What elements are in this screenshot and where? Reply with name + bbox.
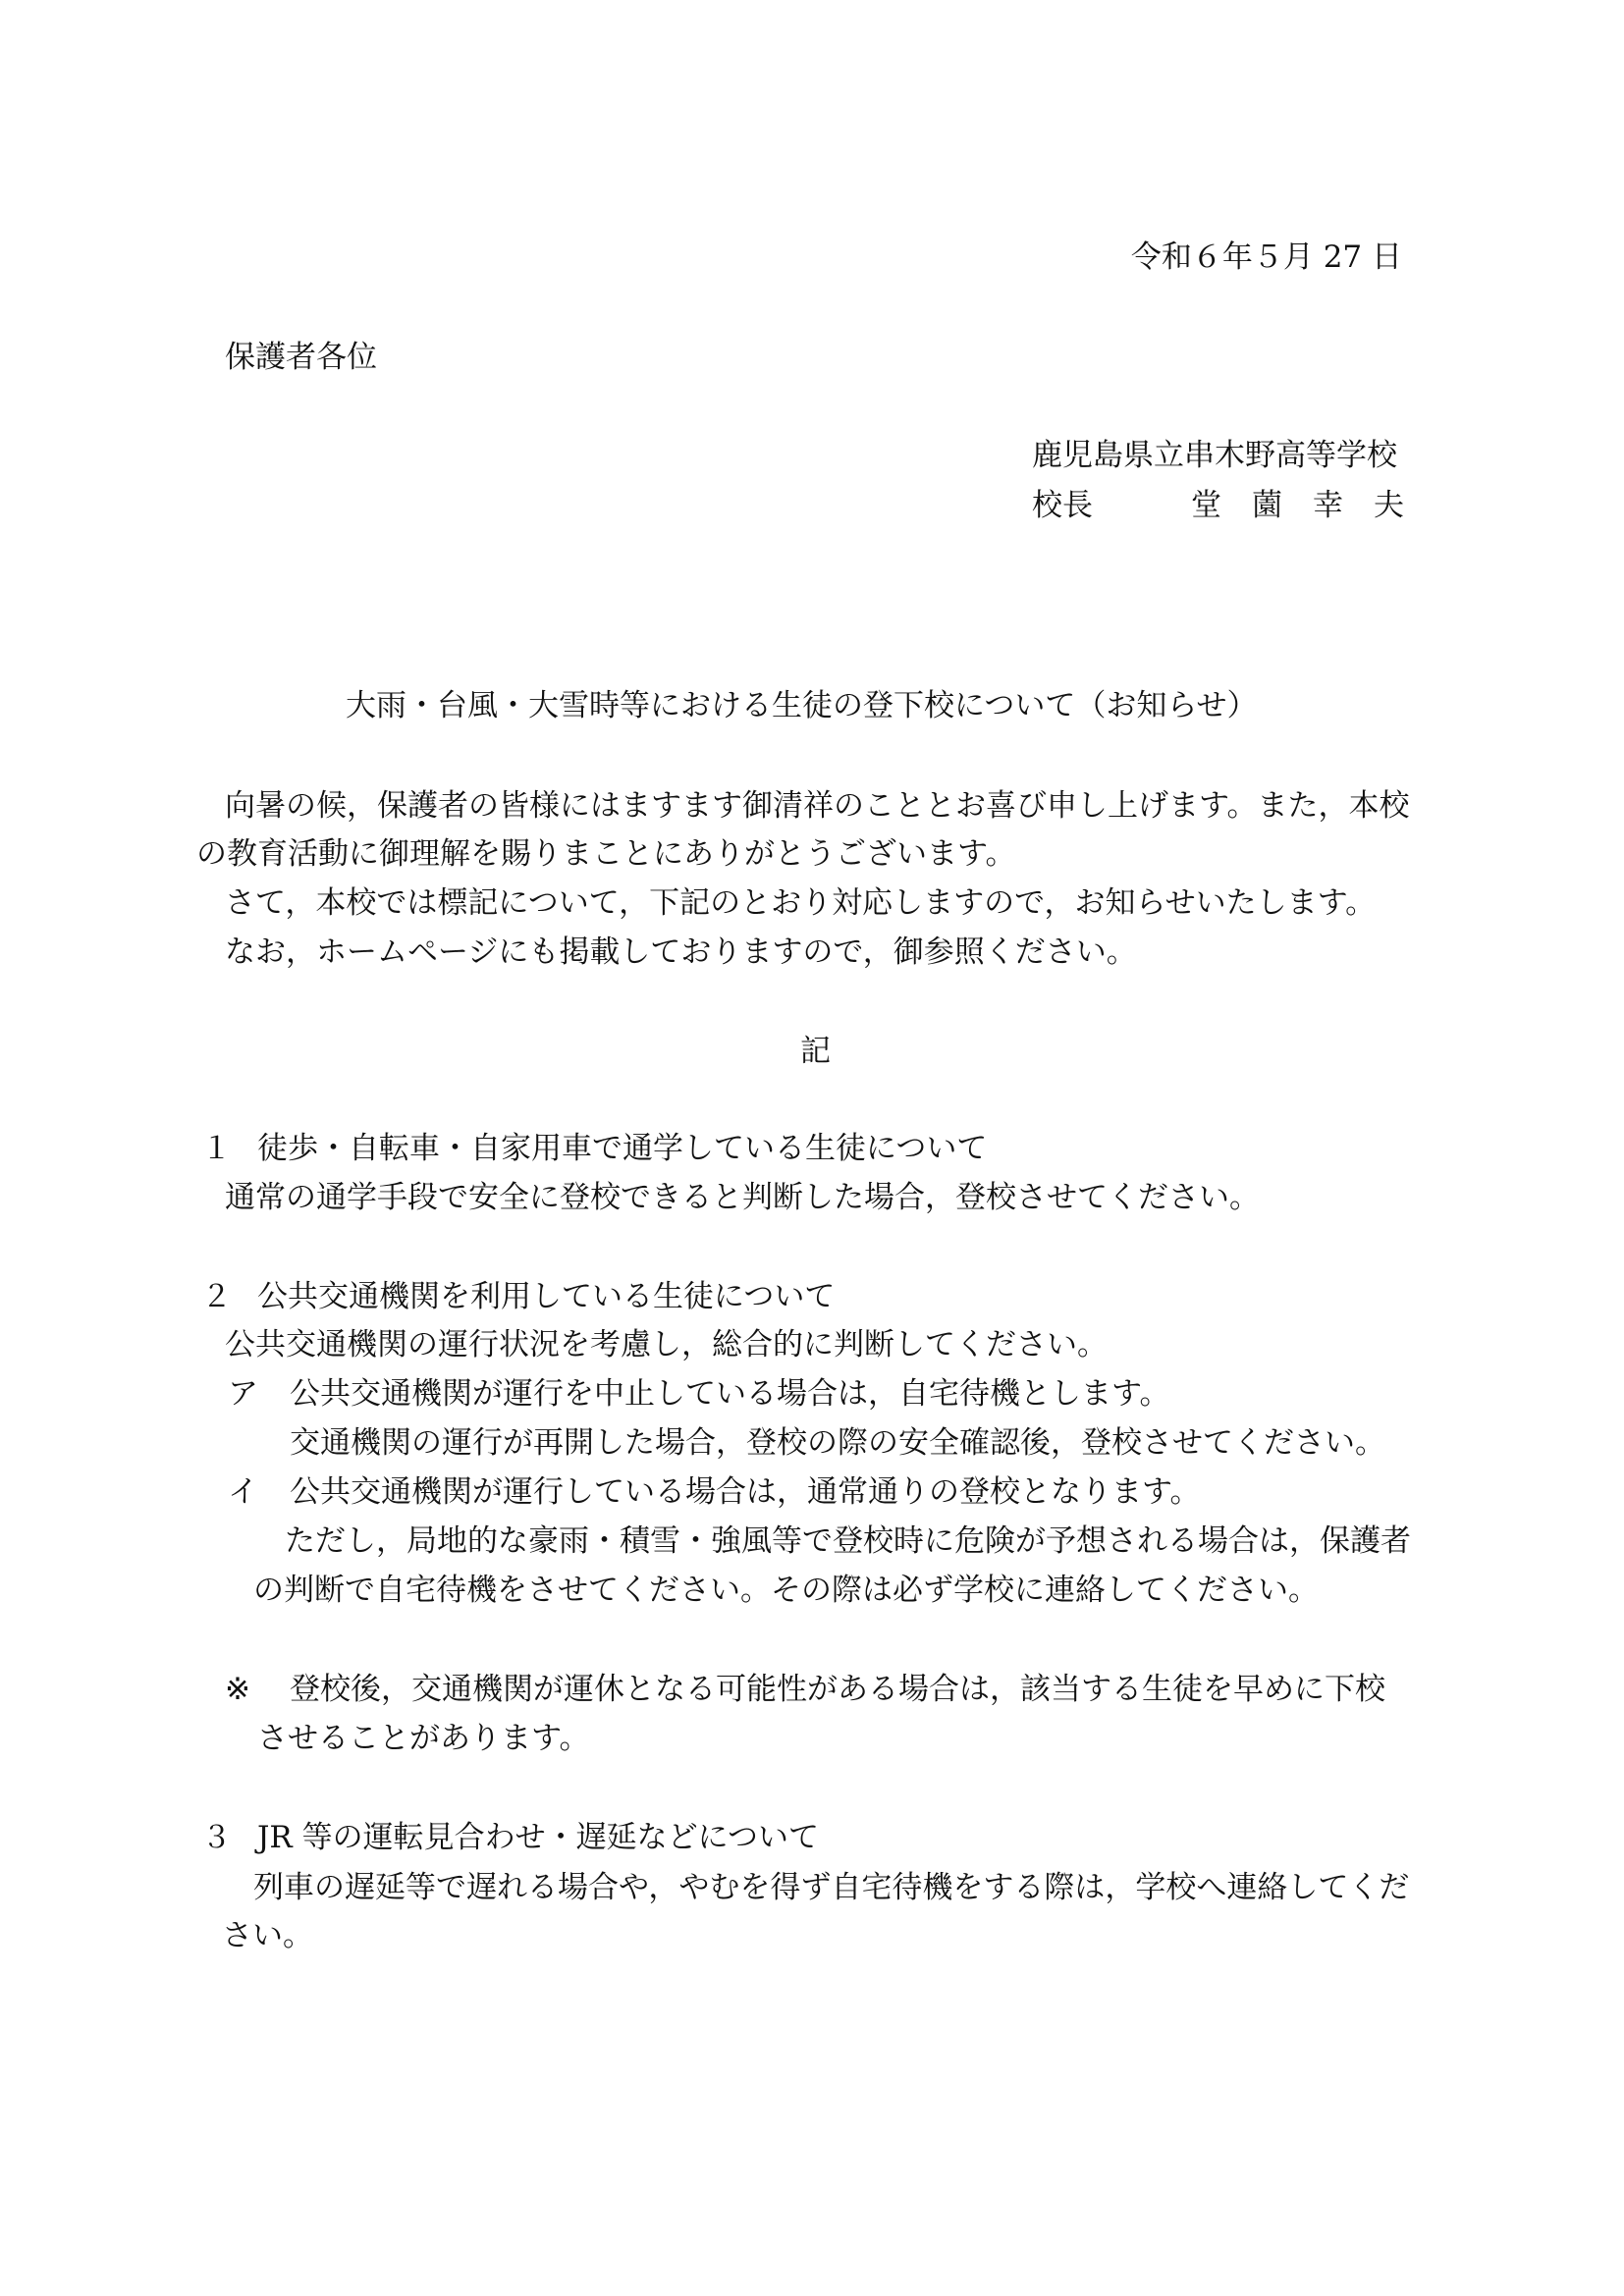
section-3-body-line-1: 列車の遅延等で遅れる場合や，やむを得ず自宅待機をする際は，学校へ連絡してくだ (253, 1870, 1410, 1905)
section-3-heading: JR 等の運転見合わせ・遅延などについて (257, 1820, 820, 1855)
intro-line-3: さて，本校では標記について，下記のとおり対応しますので，お知らせいたします。 (225, 885, 1377, 921)
intro-line-2: の教育活動に御理解を賜りまことにありがとうございます。 (196, 836, 1016, 872)
section-2-heading: 公共交通機関を利用している生徒について (257, 1279, 836, 1314)
section-1-body: 通常の通学手段で安全に登校できると判断した場合，登校させてください。 (225, 1180, 1260, 1215)
section-1-number: １ (201, 1131, 232, 1166)
document-title: 大雨・台風・大雪時等における生徒の登下校について（お知らせ） (346, 688, 1258, 723)
section-1-heading: 徒歩・自転車・自家用車で通学している生徒について (257, 1131, 988, 1166)
principal-title: 校長 (1032, 488, 1093, 523)
intro-line-1: 向暑の候，保護者の皆様にはますます御清祥のこととお喜び申し上げます。また，本校 (225, 788, 1410, 824)
section-2-number: ２ (201, 1279, 232, 1314)
item-a-label: ア (228, 1376, 258, 1412)
item-i-line-2: ただし，局地的な豪雨・積雪・強風等で登校時に危険が予想される場合は，保護者 (285, 1523, 1411, 1559)
item-i-line-1: 公共交通機関が運行している場合は，通常通りの登校となります。 (290, 1474, 1201, 1510)
item-i-line-3: の判断で自宅待機をさせてください。その際は必ず学校に連絡してください。 (253, 1573, 1319, 1608)
intro-line-4: なお，ホームページにも掲載しておりますので，御参照ください。 (225, 934, 1137, 970)
note-line-1: 登校後，交通機関が運休となる可能性がある場合は，該当する生徒を早めに下校 (290, 1672, 1385, 1707)
document-date: 令和６年５月 27 日 (1130, 240, 1402, 275)
section-3-body-line-2: さい。 (222, 1918, 313, 1953)
note-line-2: させることがあります。 (257, 1721, 590, 1756)
addressee: 保護者各位 (225, 340, 377, 375)
section-2-body: 公共交通機関の運行状況を考慮し，総合的に判断してください。 (225, 1327, 1108, 1362)
ki-mark: 記 (800, 1034, 831, 1069)
principal-name: 堂 薗 幸 夫 (1191, 488, 1404, 523)
item-a-line-2: 交通機関の運行が再開した場合，登校の際の安全確認後，登校させてください。 (290, 1425, 1385, 1461)
item-i-label: イ (228, 1474, 258, 1510)
note-mark: ※ (225, 1672, 250, 1707)
section-3-number: ３ (201, 1820, 232, 1855)
sender-school: 鹿児島県立串木野高等学校 (1032, 438, 1397, 473)
item-a-line-1: 公共交通機関が運行を中止している場合は，自宅待機とします。 (290, 1376, 1170, 1412)
